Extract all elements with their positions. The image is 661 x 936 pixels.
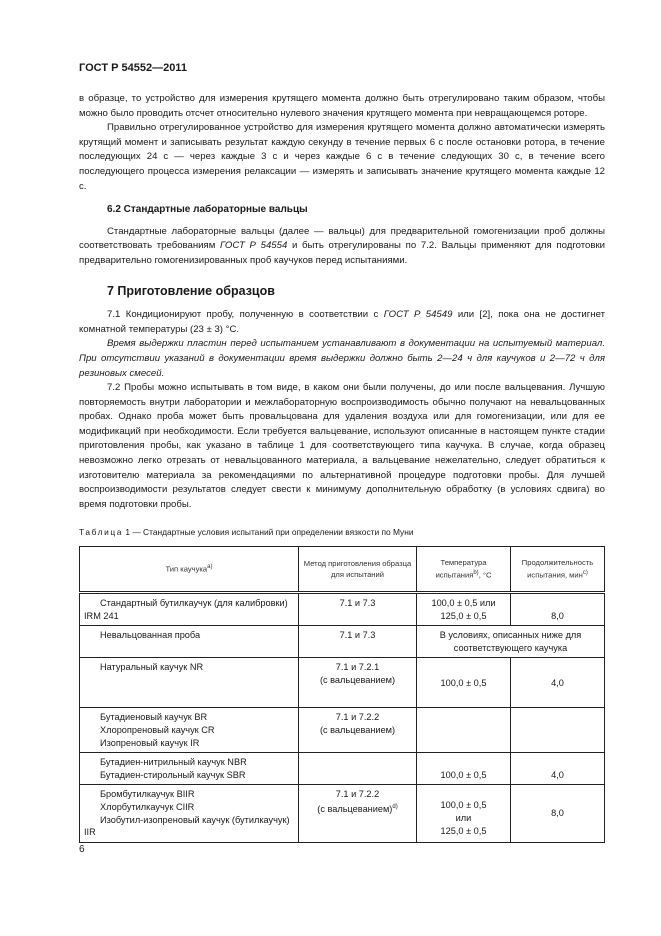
table-row: Бутадиен-нитрильный каучук NBR Бутадиен-стирольный каучук SBR 100,0 ± 0,5 4,0 — [80, 753, 605, 785]
paragraph-7-1: 7.1 Кондиционируют пробу, полученную в соответствии с ГОСТ Р 54549 или [2], пока она не достигнет комнатной температуры (23 ± 3) °С. — [79, 309, 605, 335]
table-header-row — [80, 547, 605, 593]
document-id-header: ГОСТ Р 54552—2011 — [79, 62, 187, 74]
table-row: Стандартный бутилкаучук (для калибровки) IRM 241 7.1 и 7.3 100,0 ± 0,5 или 125,0 ± 0,5 8,0 — [80, 593, 605, 626]
mooney-conditions-table — [79, 546, 605, 843]
table-row: Невальцованная проба 7.1 и 7.3 В условиях, описанных ниже для соответствующего каучука — [80, 626, 605, 658]
table-row: Натуральный каучук NR 7.1 и 7.2.1 (с вальцеванием) 100,0 ± 0,5 4,0 — [80, 658, 605, 708]
paragraph-continuation: в образце, то устройство для измерения крутящего момента должно быть отрегулировано таким образом, чтобы можно было проводить отсчет относительно нулевого значения крутящего момента при невращающемся роторе. — [79, 93, 605, 119]
header-prep-method: Метод приготовления образца для испытаний — [299, 547, 417, 593]
section-6-2-title: 6.2 Стандартные лабораторные вальцы — [107, 204, 308, 216]
page-number: 6 — [79, 844, 85, 855]
paragraph-lab-rolls: Стандартные лабораторные вальцы (далее — вальцы) для предварительной гомогенизации проб должны соответствовать требованиям ГОСТ Р 54554 и быть отрегулированы по 7.2. Вальцы применяют для подготовки предварительно гомогенизированных проб каучуков перед испытаниями. — [79, 225, 606, 266]
paragraph-7-2: 7.2 Пробы можно испытывать в том виде, в каком они были получены, до или после вальцевания. Лучшую повторяемость внутри лаборатории и межлабораторную воспроизводимость обычно получают на невальцованных пробах. Однако проба может быть провальцована для удаления воздуха или для гомогенизации, или для ее модификаций при необходимости. Если требуется вальцевание, используют описанные в настоящем пункте стадии приготовления пробы, как указано в таблице 1 для соответствующего типа каучука. В случае, когда образец невозможно легко отрезать от невальцованного материала, а вальцевание нежелательно, следует обратиться к изготовителю материала за рекомендациями по альтернативной процедуре подготовки пробы. Для лучшей воспроизводимости результатов следует свести к минимуму дополнительную обработку (в условиях сдвига) во время подготовки пробы. — [79, 382, 605, 510]
body-section-6 — [79, 92, 605, 512]
header-rubber-type: Тип каучука$^{a)}$ — [80, 547, 299, 593]
table-row: Бромбутилкаучук BIIR Хлорбутилкаучук CIIR Изобутил-изопреновый каучук (бутилкаучук) IIR 7.1 и 7.2.2 (с вальцеванием)$^{d)}$ 100,0 ± 0,5 или 125,0 ± 0,5 8,0 — [80, 785, 605, 842]
gost-reference-link: ГОСТ Р 54554 — [220, 240, 288, 252]
gost-reference-link: ГОСТ Р 54549 — [383, 309, 453, 321]
table-row: Бутадиеновый каучук BR Хлоропреновый каучук CR Изопреновый каучук IR 7.1 и 7.2.2 (с вальцеванием) — [80, 708, 605, 753]
paragraph-torque-recording: Правильно отрегулированное устройство для измерения крутящего момента должно автоматически измерять крутящий момент и записывать результат каждую секунду в течение первых 6 с после остановки ротора, в течение последующих 24 с — через каждые 3 с и через каждые 6 с в течение следующих 30 с, в течение всего последующего процесса измерения релаксации — измерять и записывать значение крутящего момента каждые 12 с. — [79, 122, 605, 192]
paragraph-7-1-note: Время выдержки пластин перед испытанием устанавливают в документации на испытуемый материал. При отсутствии указаний в документации время выдержки должно быть 2—24 ч для каучуков и 2—72 ч для резиновых смесей. — [79, 338, 605, 379]
table-caption: Таблица 1 — Стандартные условия испытаний при определении вязкости по Муни — [79, 527, 414, 537]
section-7-title: 7 Приготовление образцов — [107, 283, 275, 298]
header-temperature: Температура испытания$^{b)}$, °С — [417, 547, 511, 593]
header-duration: Продолжительность испытания, мин$^{c)}$ — [511, 547, 605, 593]
